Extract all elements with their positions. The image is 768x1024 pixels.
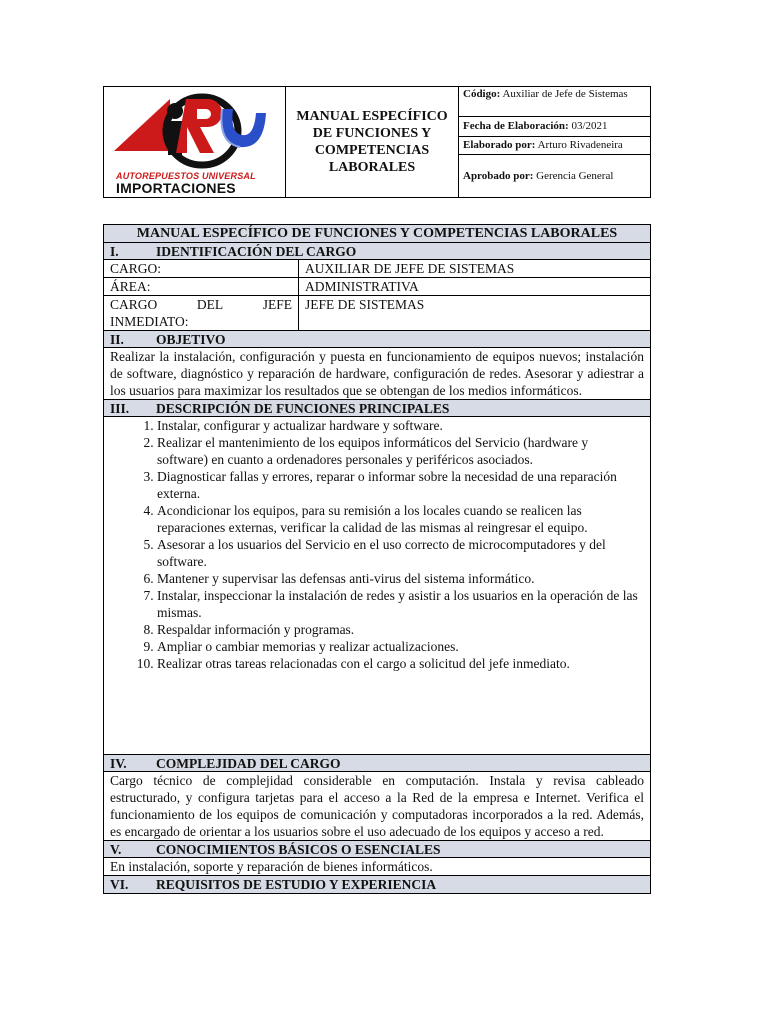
complejidad-text: Cargo técnico de complejidad considerable en computación. Instala y revisa cableado estructurado, y configura tarjetas para el acceso a la Red de la empresa e Internet. Verifica el funcionamiento de los equipos de comunicación y computadoras incorporados a la red. Además, es encargado de orientar a los usuarios sobre el uso adecuado de los equipos y acceso a red.: [104, 772, 650, 841]
section-5-header: [104, 841, 650, 858]
cargo-label: CARGO:: [104, 260, 299, 277]
section-title: OBJETIVO: [156, 332, 226, 347]
list-item: 5. Asesorar a los usuarios del Servicio en el uso correcto de microcomputadores y del software.: [157, 536, 640, 570]
list-item: 1. Instalar, configurar y actualizar hardware y software.: [157, 417, 640, 434]
list-item: 8. Respaldar información y programas.: [157, 621, 640, 638]
brand-tagline: AUTOREPUESTOS UNIVERSAL: [116, 171, 256, 181]
objetivo-text: Realizar la instalación, configuración y puesta en funcionamiento de equipos nuevos; instalación de software, diagnóstico y reparación de hardware, configuración de redes. Asesorar y adiestrar a los usuarios para maximizar los resultados que se obtengan de los medios informáticos.: [104, 348, 650, 400]
jefe-label-word: JEFE: [262, 297, 292, 312]
section-title: IDENTIFICACIÓN DEL CARGO: [156, 244, 357, 259]
section-2-header: [104, 331, 650, 348]
meta-codigo: [459, 87, 650, 117]
jefe-label: [104, 296, 299, 330]
section-number: VI.: [110, 877, 129, 892]
functions-list-block: [104, 417, 650, 755]
meta-elaborado: [459, 137, 650, 155]
jefe-label-word: INMEDIATO:: [110, 314, 189, 329]
document-header: [103, 86, 651, 198]
section-title: COMPLEJIDAD DEL CARGO: [156, 756, 341, 771]
functions-table: [103, 224, 651, 894]
area-label: ÁREA:: [104, 278, 299, 295]
section-number: V.: [110, 842, 122, 857]
fecha-value: 03/2021: [571, 120, 608, 132]
conocimientos-text: En instalación, soporte y reparación de bienes informáticos.: [104, 858, 650, 876]
jefe-row: [104, 296, 650, 331]
section-title: REQUISITOS DE ESTUDIO Y EXPERIENCIA: [156, 877, 437, 892]
brand-name: IMPORTACIONES: [116, 180, 236, 196]
section-4-header: [104, 755, 650, 772]
meta-aprobado: [459, 155, 650, 197]
header-meta: [459, 87, 650, 197]
area-value: ADMINISTRATIVA: [305, 279, 419, 294]
cargo-value: AUXILIAR DE JEFE DE SISTEMAS: [305, 261, 515, 276]
section-number: II.: [110, 332, 124, 347]
section-6-header: [104, 876, 650, 893]
list-item: 2. Realizar el mantenimiento de los equipos informáticos del Servicio (hardware y software) en cuanto a ordenadores personales y periféricos asociados.: [157, 434, 640, 468]
list-item: 7. Instalar, inspeccionar la instalación de redes y asistir a los usuarios en la operación de las mismas.: [157, 587, 640, 621]
company-logo-icon: [112, 91, 276, 171]
section-number: III.: [110, 401, 130, 416]
section-number: IV.: [110, 756, 127, 771]
jefe-label-word: DEL: [196, 297, 224, 312]
codigo-value: Auxiliar de Jefe de Sistemas: [502, 88, 628, 100]
area-row: [104, 278, 650, 296]
aprobado-value: Gerencia General: [536, 169, 614, 182]
codigo-label: Código:: [463, 88, 501, 100]
list-item: 9. Ampliar o cambiar memorias y realizar actualizaciones.: [157, 638, 640, 655]
jefe-value: JEFE DE SISTEMAS: [305, 297, 425, 312]
elaborado-value: Arturo Rivadeneira: [537, 139, 623, 151]
aprobado-label: Aprobado por:: [463, 169, 534, 182]
table-title: MANUAL ESPECÍFICO DE FUNCIONES Y COMPETENCIAS LABORALES: [104, 225, 650, 243]
section-1-header: [104, 243, 650, 260]
section-title: DESCRIPCIÓN DE FUNCIONES PRINCIPALES: [156, 401, 450, 416]
section-number: I.: [110, 244, 119, 259]
section-3-header: [104, 400, 650, 417]
list-item: 10. Realizar otras tareas relacionadas con el cargo a solicitud del jefe inmediato.: [157, 655, 640, 672]
meta-fecha: [459, 117, 650, 137]
elaborado-label: Elaborado por:: [463, 139, 536, 151]
header-title: MANUAL ESPECÍFICO DE FUNCIONES Y COMPETENCIAS LABORALES: [286, 87, 459, 197]
functions-list: [104, 417, 650, 672]
list-item: 4. Acondicionar los equipos, para su remisión a los locales cuando se realicen las reparaciones externas, verificar la calidad de las mismas al reingresar el equipo.: [157, 502, 640, 536]
list-item: 3. Diagnosticar fallas y errores, reparar o informar sobre la necesidad de una reparación externa.: [157, 468, 640, 502]
section-title: CONOCIMIENTOS BÁSICOS O ESENCIALES: [156, 842, 441, 857]
logo-cell: [104, 87, 286, 197]
fecha-label: Fecha de Elaboración:: [463, 120, 569, 132]
cargo-row: [104, 260, 650, 278]
list-item: 6. Mantener y supervisar las defensas anti-virus del sistema informático.: [157, 570, 640, 587]
jefe-label-word: CARGO: [110, 297, 158, 312]
